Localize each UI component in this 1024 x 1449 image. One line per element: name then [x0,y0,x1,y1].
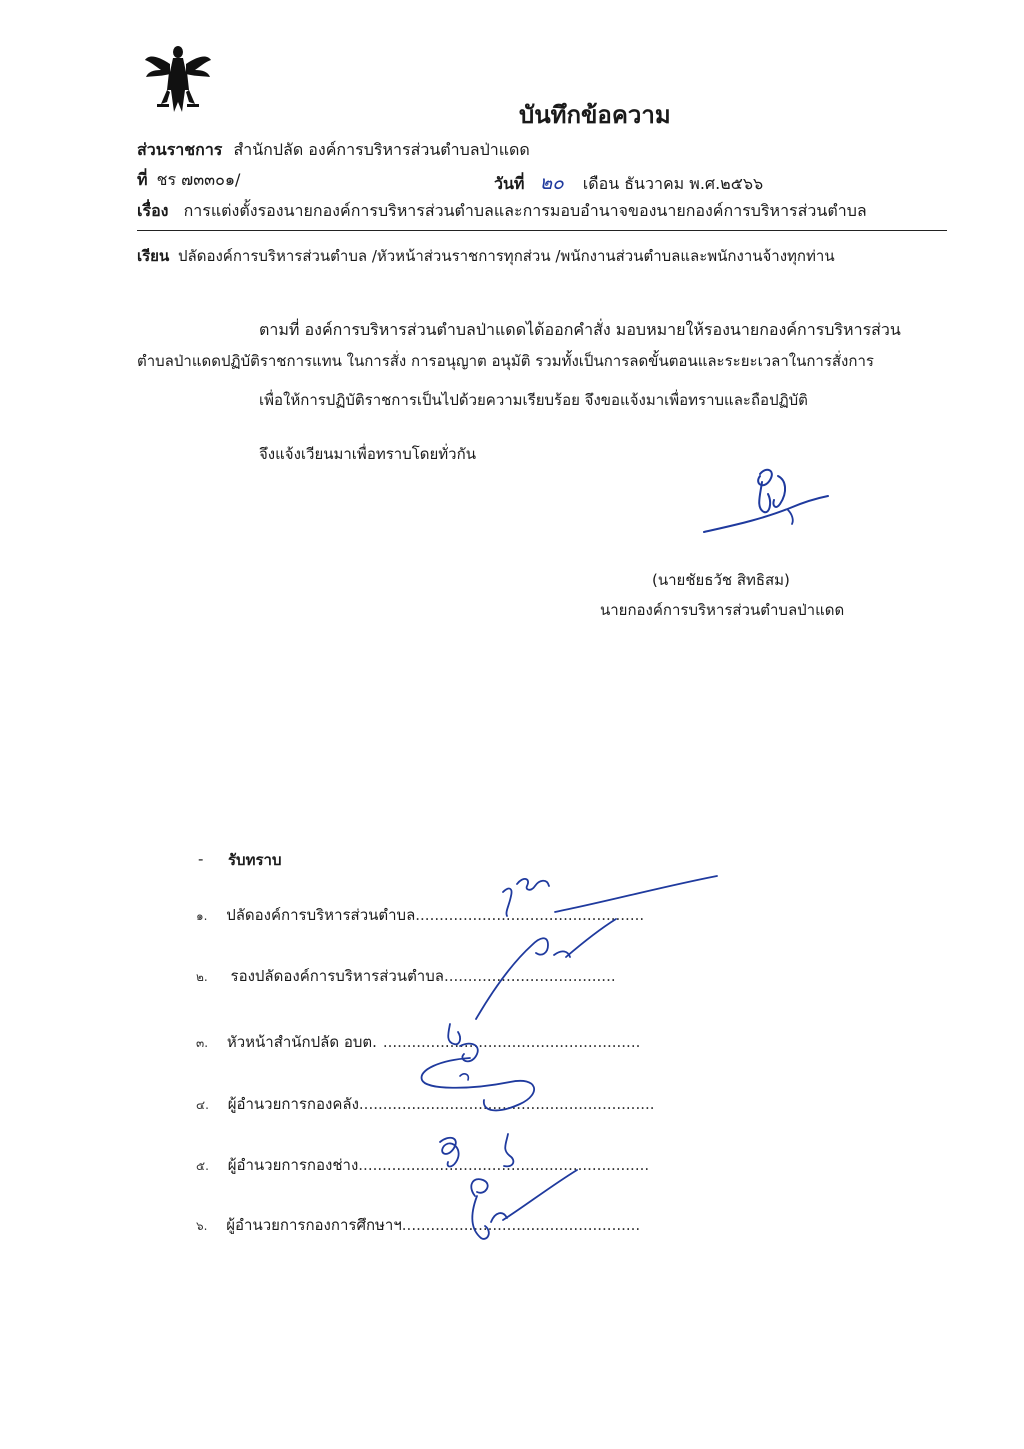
signer-position: นายกองค์การบริหารส่วนตำบลป่าแดด [600,601,845,619]
addressee-label: เรียน [137,247,170,265]
signature-1 [495,862,725,922]
list-item-label: รองปลัดองค์การบริหารส่วนตำบล [230,967,444,985]
reference-value: ชร ๗๓๓๐๑/ [156,170,241,189]
list-item-label: หัวหน้าสำนักปลัด อบต. [226,1033,377,1051]
addressee-line [137,244,835,268]
subject-label: เรื่อง [137,201,169,220]
mayor-signature [700,462,840,542]
list-item-number: ๔. [196,1098,209,1112]
signature-3 [410,1016,550,1131]
list-item-number: ๑. [196,909,208,923]
signature-line: .................................................. [401,1216,641,1234]
acknowledge-bullet: - [198,850,204,868]
agency-label: ส่วนราชการ [137,140,223,159]
list-item-number: ๒. [196,970,208,984]
signature-line: .............................................................. [358,1095,655,1113]
signature-line: ................................................ [415,906,645,924]
body-paragraph-1-line-2: ตำบลป่าแดดปฏิบัติราชการแทน ในการสั่ง การอนุญาต อนุมัติ รวมทั้งเป็นการลดขั้นตอนและระยะเวลาในการสั่งการ [137,352,874,370]
document-title: บันทึกข้อความ [519,101,671,129]
date-label: วันที่ [494,174,525,193]
body-paragraph-1-line-1: ตามที่ องค์การบริหารส่วนตำบลป่าแดดได้ออกคำสั่ง มอบหมายให้รองนายกองค์การบริหารส่วน [259,320,901,339]
agency-line [137,138,530,163]
signature-line: .................................... [443,967,616,985]
body-paragraph-2: เพื่อให้การปฏิบัติราชการเป็นไปด้วยความเรียบร้อย จึงขอแจ้งมาเพื่อทราบและถือปฏิบัติ [259,391,808,409]
list-item-label: ปลัดองค์การบริหารส่วนตำบล [226,906,416,924]
signature-5 [455,1166,585,1246]
body-paragraph-3: จึงแจ้งเวียนมาเพื่อทราบโดยทั่วกัน [259,445,476,463]
header-divider [137,230,947,231]
subject-value: การแต่งตั้งรองนายกองค์การบริหารส่วนตำบลและการมอบอำนาจของนายกองค์การบริหารส่วนตำบล [183,201,867,220]
signer-name: (นายชัยธวัช สิทธิสม) [652,571,790,589]
acknowledge-heading: รับทราบ [228,851,282,869]
list-item-number: ๓. [196,1036,209,1050]
date-line [494,168,763,198]
signature-2 [470,915,620,1025]
signature-line: ...................................................... [382,1033,641,1051]
reference-line [137,168,240,193]
list-item-label: ผู้อำนวยการกองช่าง [227,1156,359,1174]
list-item-label: ผู้อำนวยการกองคลัง [227,1095,359,1113]
reference-label: ที่ [137,170,148,189]
date-month-year: เดือน ธันวาคม พ.ศ.๒๕๖๖ [582,174,764,193]
agency-value: สำนักปลัด องค์การบริหารส่วนตำบลป่าแดด [233,140,530,159]
list-item-number: ๖. [196,1219,208,1233]
date-day: ๒๐ [539,172,564,194]
list-item-number: ๕. [196,1159,209,1173]
subject-line [137,199,867,224]
garuda-emblem-icon [143,42,213,114]
list-item-label: ผู้อำนวยการกองการศึกษาฯ [226,1216,402,1234]
addressee-value: ปลัดองค์การบริหารส่วนตำบล /หัวหน้าส่วนราชการทุกส่วน /พนักงานส่วนตำบลและพนักงานจ้างทุกท่าน [178,247,835,265]
signature-line: ............................................................. [358,1156,650,1174]
